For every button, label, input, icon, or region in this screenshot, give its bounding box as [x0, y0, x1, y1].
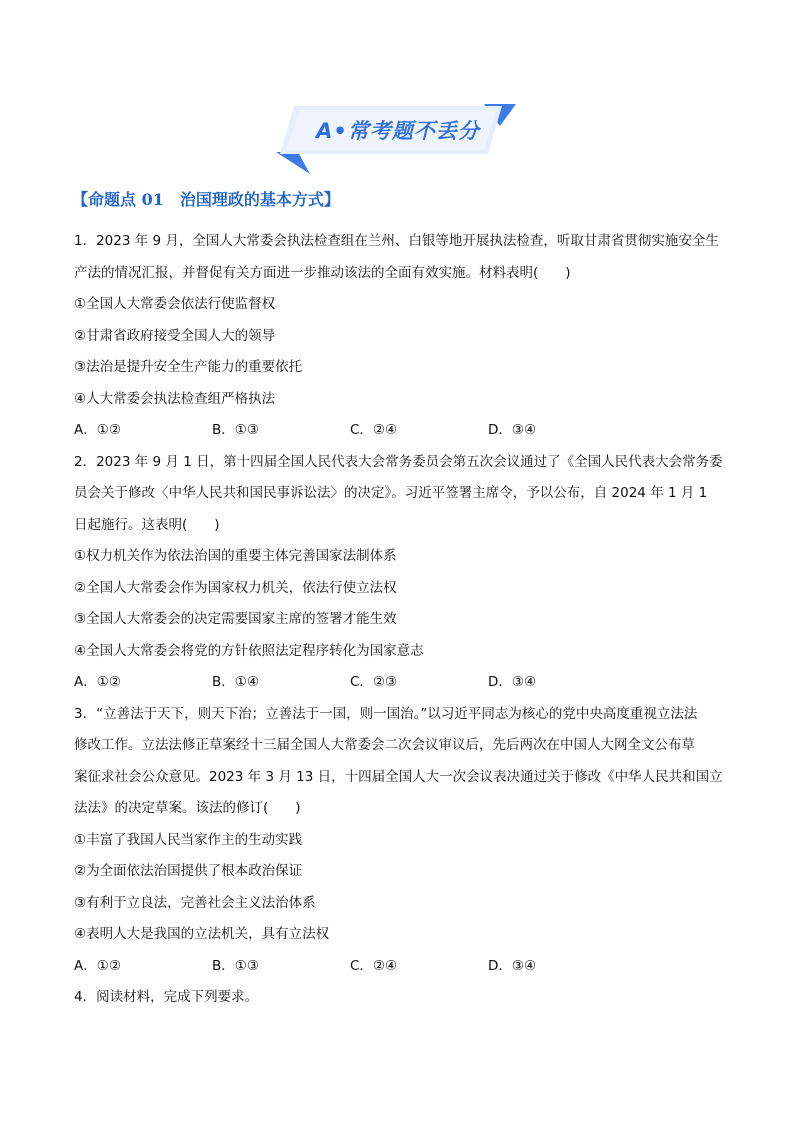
question-stem-line: 4．阅读材料，完成下列要求。	[74, 989, 259, 1005]
answer-options	[74, 415, 724, 447]
option-c: C．②④	[350, 422, 398, 438]
banner-title: A•常考题不丢分	[316, 119, 480, 143]
statement: ①丰富了我国人民当家作主的生动实践	[74, 831, 303, 848]
question-1	[74, 226, 724, 447]
question-stem-line: 1．2023 年 9 月，全国人大常委会执法检查组在兰州、白银等地开展执法检查，听取甘肃省贯彻实施安全生	[74, 233, 719, 249]
section-banner	[276, 102, 516, 176]
statement: ③法治是提升安全生产能力的重要依托	[74, 359, 303, 375]
question-stem-line: 产法的情况汇报，并督促有关方面进一步推动该法的全面有效实施。材料表明( )	[74, 264, 571, 281]
answer-options	[74, 951, 724, 983]
statement: ②为全面依法治国提供了根本政治保证	[74, 863, 303, 879]
option-a: A．①②	[74, 957, 121, 974]
statement: ④表明人大是我国的立法机关，具有立法权	[74, 926, 330, 942]
question-stem-line: 员会关于修改〈中华人民共和国民事诉讼法〉的决定》。习近平签署主席令，予以公布，自 2024 年 1 月 1	[74, 485, 708, 501]
question-list	[74, 226, 724, 1014]
option-d: D．③④	[488, 674, 537, 690]
question-stem-line: 日起施行。这表明( )	[74, 516, 220, 533]
statement: ①权力机关作为依法治国的重要主体完善国家法制体系	[74, 548, 397, 564]
statement: ②全国人大常委会作为国家权力机关，依法行使立法权	[74, 579, 397, 596]
statement: ④人大常委会执法检查组严格执法	[74, 390, 276, 407]
option-a: A．①②	[74, 422, 121, 438]
question-4	[74, 982, 724, 1014]
option-d: D．③④	[488, 422, 537, 438]
question-2	[74, 447, 724, 699]
option-d: D．③④	[488, 957, 537, 974]
answer-options	[74, 667, 724, 699]
question-stem-line: 法法》的决定草案。该法的修订( )	[74, 800, 301, 816]
option-b: B．①④	[212, 674, 259, 690]
option-b: B．①③	[212, 422, 259, 438]
statement: ②甘肃省政府接受全国人大的领导	[74, 327, 276, 344]
question-3	[74, 699, 724, 983]
option-b: B．①③	[212, 957, 259, 974]
question-stem-line: 案征求社会公众意见。2023 年 3 月 13 日，十四届全国人大一次会议表决通过关于修改《中华人民共和国立	[74, 768, 723, 785]
option-c: C．②④	[350, 957, 398, 974]
statement: ③全国人大常委会的决定需要国家主席的签署才能生效	[74, 611, 397, 627]
statement: ③有利于立良法，完善社会主义法治体系	[74, 894, 316, 911]
statement: ①全国人大常委会依法行使监督权	[74, 296, 276, 312]
question-stem-line: 修改工作。立法法修正草案经十三届全国人大常委会二次会议审议后，先后两次在中国人大网全文公布草	[74, 737, 695, 753]
statement: ④全国人大常委会将党的方针依照法定程序转化为国家意志	[74, 642, 424, 659]
option-c: C．②③	[350, 674, 398, 690]
question-stem-line: 3．“立善法于天下，则天下治；立善法于一国，则一国治。”以习近平同志为核心的党中央高度重视立法法	[74, 705, 698, 722]
section-title: 【命题点 01 治国理政的基本方式】	[72, 190, 340, 209]
option-a: A．①②	[74, 674, 121, 690]
question-stem-line: 2．2023 年 9 月 1 日，第十四届全国人民代表大会常务委员会第五次会议通过了《全国人民代表大会常务委	[74, 453, 723, 470]
